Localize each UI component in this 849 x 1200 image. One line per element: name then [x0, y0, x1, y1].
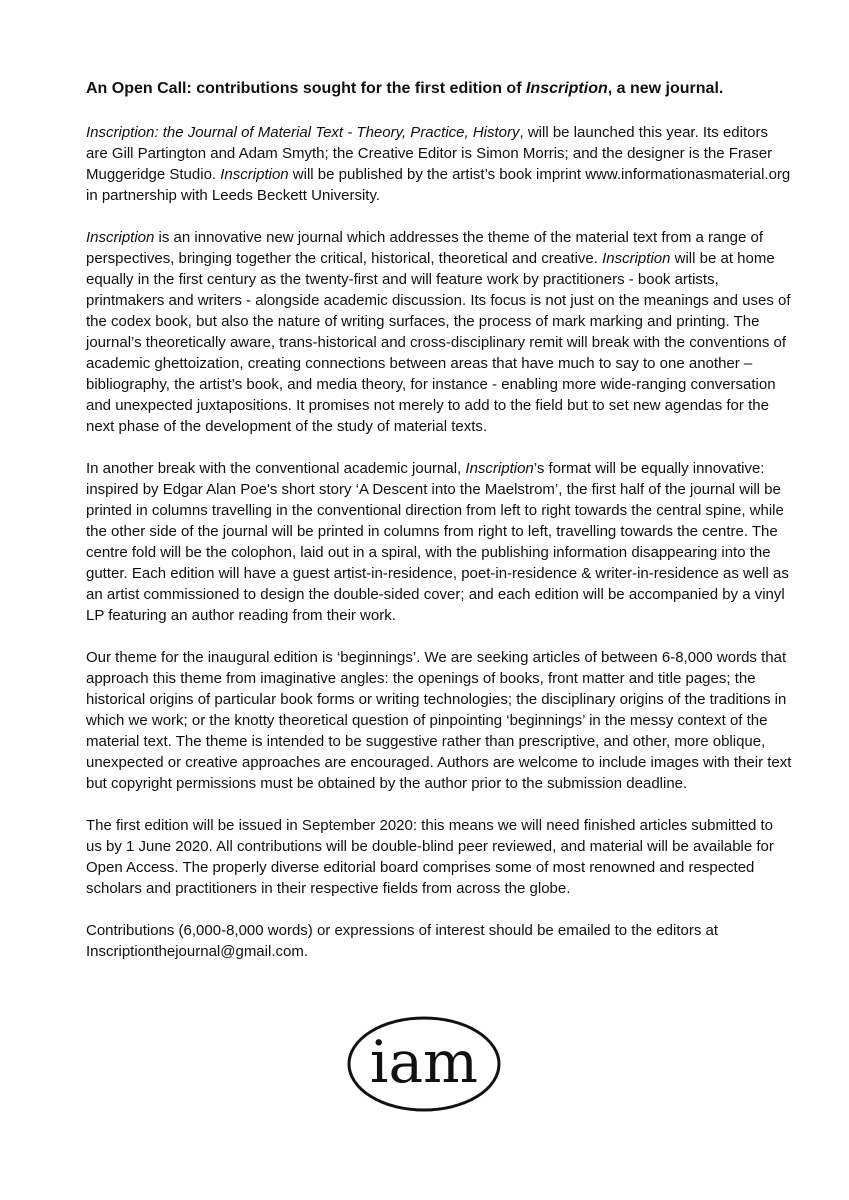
document-title	[86, 78, 793, 100]
intro-text-2: will be published by the artist’s book imprint	[288, 166, 586, 183]
description-text-1: is an innovative new journal which addresses the theme of the material text from a range of perspectives, bringing together the critical, historical, theoretical and creative.	[86, 229, 764, 267]
journal-name: Inscription	[465, 460, 534, 477]
paragraph-contact: Contributions (6,000-8,000 words) or expressions of interest should be emailed to the editors at Inscriptionthejournal@gmail.com.	[86, 922, 719, 960]
title-text: An Open Call: contributions sought for the first edition of	[86, 80, 526, 97]
intro-text-3: in partnership with Leeds Beckett University.	[86, 187, 381, 204]
format-text-1: In another break with the conventional academic journal,	[86, 460, 466, 477]
paragraph-schedule: The first edition will be issued in September 2020: this means we will need finished articles submitted to us by 1 June 2020. All contributions will be double-blind peer reviewed, and material will be available for Open Access. The properly diverse editorial board comprises some of most renowned and respected scholars and practitioners in their respective fields from across the globe.	[86, 817, 774, 897]
format-text-2: ’s format will be equally innovative: inspired by Edgar Alan Poe's short story ‘A Descent into the Maelstrom’, the first half of the journal will be printed in columns travelling in the conventional direction from left to right towards the central spine, while the other side of the journal will be printed in columns from right to left, travelling towards the centre. The centre fold will be the colophon, laid out in a spiral, with the publishing information disappearing into the gutter. Each edition will have a guest artist-in-residence, poet-in-residence & writer-in-residence as well as an artist commissioned to design the double-sided cover; and each edition will be accompanied by a vinyl LP featuring an author reading from their work.	[86, 460, 789, 624]
description-text-2: will be at home equally in the first century as the twenty-first and will feature work by practitioners - book artists, printmakers and writers - alongside academic discussion. Its focus is not just on the meanings and uses of the codex book, but also the nature of writing surfaces, the process of mark marking and printing. The journal’s theoretically aware, trans-historical and cross-disciplinary remit will break with the conventions of academic ghettoization, creating connections between areas that have much to say to one another – bibliography, the artist’s book, and media theory, for instance - enabling more wide-ranging conversation and unexpected juxtapositions. It promises not merely to add to the field but to set new agendas for the next phase of the development of the study of material texts.	[86, 250, 791, 435]
paragraph-description	[86, 227, 793, 437]
journal-full-title: Inscription: the Journal of Material Text - Theory, Practice, History	[86, 124, 520, 141]
paragraph-format	[86, 458, 793, 626]
intro-text-1: , will be launched this year. Its editors are Gill Partington and Adam Smyth; the Creative Editor is Simon Morris; and the designer is the Fraser Muggeridge Studio.	[86, 124, 773, 183]
logo-text: iam	[369, 1028, 479, 1096]
imprint-link[interactable]: www.informationasmaterial.org	[585, 166, 791, 183]
journal-name: Inscription	[220, 166, 289, 183]
journal-name: Inscription	[602, 250, 671, 267]
title-journal-name: Inscription	[525, 80, 608, 97]
iam-logo	[346, 1015, 502, 1113]
paragraph-theme: Our theme for the inaugural edition is ‘beginnings’. We are seeking articles of between 6-8,000 words that approach this theme from imaginative angles: the openings of books, front matter and title pages; the historical origins of particular book forms or writing technologies; the disciplinary origins of the traditions in which we work; or the knotty theoretical question of pinpointing ‘beginnings’ in the messy context of the material text. The theme is intended to be suggestive rather than prescriptive, and other, more oblique, unexpected or creative approaches are encouraged. Authors are welcome to include images with their text but copyright permissions must be obtained by the author prior to the submission deadline.	[86, 649, 792, 792]
paragraph-intro	[86, 122, 793, 206]
iam-logo-graphic	[346, 1015, 502, 1113]
journal-name: Inscription	[86, 229, 155, 246]
title-text-end: , a new journal.	[607, 80, 724, 97]
